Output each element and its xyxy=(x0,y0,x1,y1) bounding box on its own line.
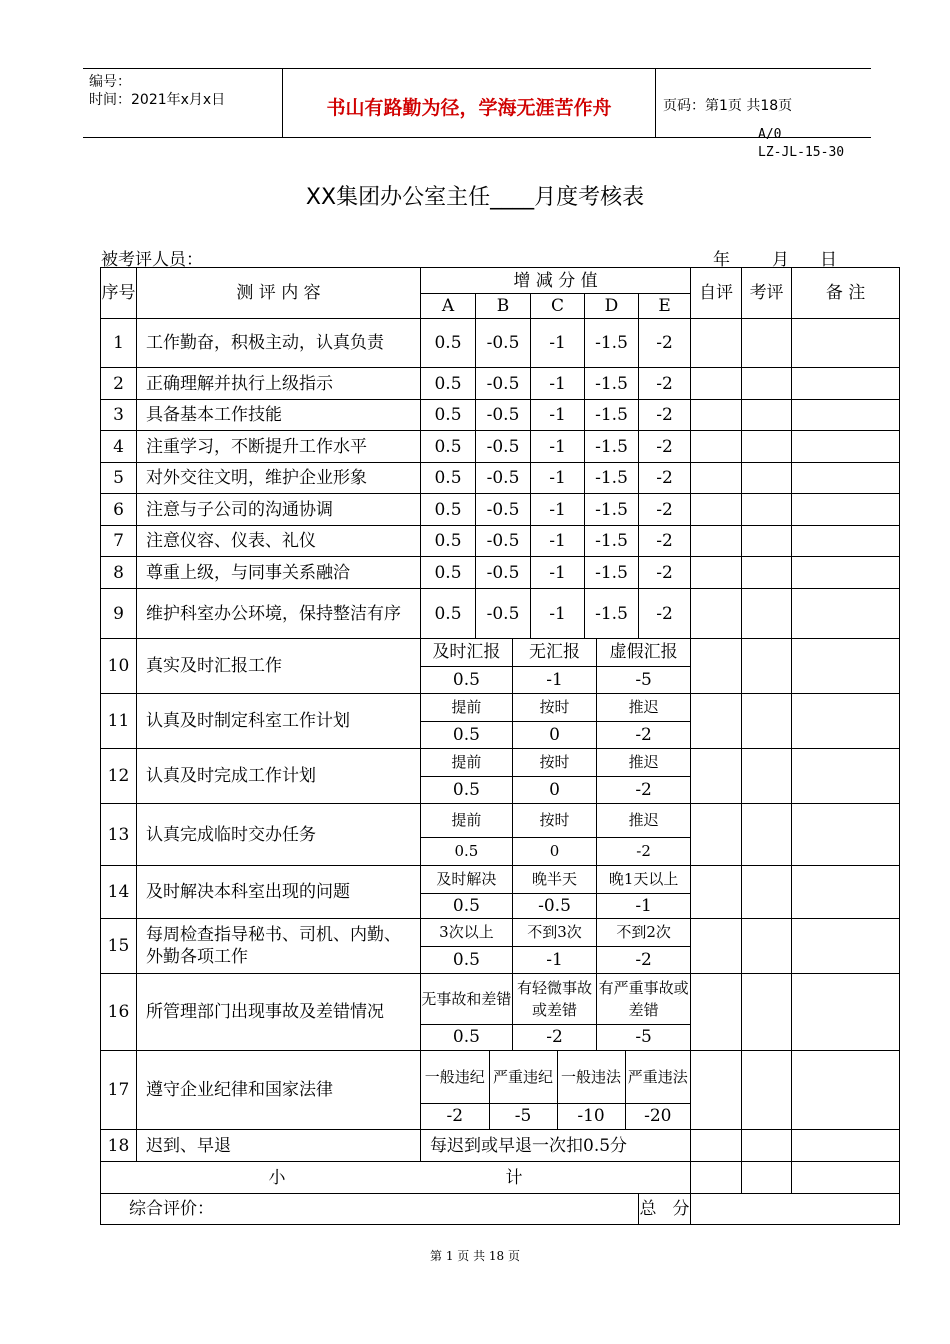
option-value: 0 xyxy=(512,721,596,748)
row-number: 3 xyxy=(101,400,137,431)
option-label: 一般违纪 xyxy=(424,1067,485,1086)
option-value: -5 xyxy=(597,1024,690,1050)
option-value: -1 xyxy=(597,893,690,918)
deduction-rule: 每迟到或早退一次扣0.5分 xyxy=(421,1130,691,1162)
score-options xyxy=(421,804,691,866)
option-label: 推迟 xyxy=(597,694,690,721)
row-number: 6 xyxy=(101,494,137,526)
row-number: 16 xyxy=(101,974,137,1051)
option-label-row xyxy=(421,919,690,946)
review-cell[interactable] xyxy=(742,431,792,463)
score-value: -2 xyxy=(639,589,691,639)
header-divider xyxy=(655,69,656,137)
row-content: 正确理解并执行上级指示 xyxy=(137,368,421,400)
score-options xyxy=(421,919,691,974)
option-label-row xyxy=(421,974,690,1024)
remark-cell[interactable] xyxy=(792,1162,900,1194)
score-value: -1.5 xyxy=(585,589,639,639)
score-value: -0.5 xyxy=(476,557,531,589)
table-row xyxy=(101,694,900,749)
score-value: 0.5 xyxy=(421,557,476,589)
self-eval-cell[interactable] xyxy=(691,463,742,494)
table-row xyxy=(101,974,900,1051)
assessment-table xyxy=(100,267,900,1225)
overall-row xyxy=(101,1194,900,1225)
option-value: -1 xyxy=(512,946,596,973)
total-score-cell[interactable] xyxy=(691,1194,900,1225)
score-value: -1.5 xyxy=(585,368,639,400)
score-value: -0.5 xyxy=(476,368,531,400)
subtotal-label xyxy=(101,1162,691,1194)
option-value: -2 xyxy=(597,946,690,973)
row-content: 迟到、早退 xyxy=(137,1130,421,1162)
score-options xyxy=(421,866,691,919)
score-value: -1.5 xyxy=(585,526,639,557)
table-row xyxy=(101,1130,900,1162)
row-content: 对外交往文明，维护企业形象 xyxy=(137,463,421,494)
score-value: -1.5 xyxy=(585,494,639,526)
score-value: -2 xyxy=(639,557,691,589)
remark-cell[interactable] xyxy=(792,804,900,866)
remark-cell[interactable] xyxy=(792,319,900,368)
self-eval-cell[interactable] xyxy=(691,319,742,368)
total-score-label xyxy=(639,1194,691,1225)
option-value: 0.5 xyxy=(421,837,512,865)
remark-cell[interactable] xyxy=(792,494,900,526)
table-row xyxy=(101,463,900,494)
option-label: 有轻微事故或差错 xyxy=(512,974,596,1024)
grade-header: D xyxy=(585,294,639,319)
option-label: 及时汇报 xyxy=(432,642,501,663)
number-label: 编号： xyxy=(89,74,131,90)
score-options-table xyxy=(421,749,690,803)
subtotal-row xyxy=(101,1162,900,1194)
score-value: -1 xyxy=(531,494,585,526)
remark-cell[interactable] xyxy=(792,639,900,694)
table-row xyxy=(101,639,900,694)
option-value-row xyxy=(421,837,690,865)
remark-cell[interactable] xyxy=(792,866,900,919)
subtotal-label-b: 计 xyxy=(505,1167,523,1188)
total-label-b: 分 xyxy=(672,1199,690,1219)
score-options xyxy=(421,749,691,804)
self-eval-cell[interactable] xyxy=(691,694,742,749)
option-value-row xyxy=(421,893,690,918)
score-options-table xyxy=(421,694,690,748)
content-header: 测 评 内 容 xyxy=(137,268,421,319)
row-content: 认真及时完成工作计划 xyxy=(137,749,421,804)
option-value: 0 xyxy=(512,776,596,803)
self-eval-cell[interactable] xyxy=(691,919,742,974)
row-content: 每周检查指导秘书、司机、内勤、外勤各项工作 xyxy=(137,919,421,974)
option-label-row xyxy=(421,749,690,776)
option-label: 晚1天以上 xyxy=(597,866,690,893)
option-label: 及时解决 xyxy=(436,870,497,889)
table-row xyxy=(101,494,900,526)
score-options-table xyxy=(421,919,690,973)
option-value: -1 xyxy=(512,666,596,693)
grade-header: B xyxy=(476,294,531,319)
option-label: 按时 xyxy=(512,749,596,776)
score-options-table xyxy=(421,804,690,865)
row-content: 注意与子公司的沟通协调 xyxy=(137,494,421,526)
review-cell[interactable] xyxy=(742,974,792,1051)
row-content: 尊重上级，与同事关系融洽 xyxy=(137,557,421,589)
score-value: -0.5 xyxy=(476,400,531,431)
row-number: 13 xyxy=(101,804,137,866)
self-eval-cell[interactable] xyxy=(691,749,742,804)
remark-cell[interactable] xyxy=(792,1051,900,1130)
remark-cell[interactable] xyxy=(792,463,900,494)
table-row xyxy=(101,1051,900,1130)
row-number: 17 xyxy=(101,1051,137,1130)
option-value: -20 xyxy=(625,1103,690,1129)
option-label: 推迟 xyxy=(597,749,690,776)
grade-header: E xyxy=(639,294,691,319)
row-content: 认真及时制定科室工作计划 xyxy=(137,694,421,749)
score-value: -0.5 xyxy=(476,494,531,526)
option-value: -10 xyxy=(557,1103,625,1129)
score-value: 0.5 xyxy=(421,368,476,400)
score-value: -2 xyxy=(639,319,691,368)
option-label: 一般违法 xyxy=(557,1051,625,1103)
total-label-a: 总 xyxy=(639,1199,657,1219)
score-options xyxy=(421,639,691,694)
score-value: -1.5 xyxy=(585,557,639,589)
score-value: -2 xyxy=(639,431,691,463)
seq-header: 序号 xyxy=(101,268,137,319)
review-cell[interactable] xyxy=(742,463,792,494)
score-value: -0.5 xyxy=(476,319,531,368)
grade-header: A xyxy=(421,294,476,319)
review-cell[interactable] xyxy=(742,557,792,589)
score-value: 0.5 xyxy=(421,319,476,368)
score-options-table xyxy=(421,639,690,693)
table-row xyxy=(101,866,900,919)
page-footer: 第 1 页 共 18 页 xyxy=(430,1249,520,1263)
overall-eval-label: 综合评价： xyxy=(101,1194,639,1225)
self-eval-cell[interactable] xyxy=(691,974,742,1051)
row-number: 7 xyxy=(101,526,137,557)
score-value: -1.5 xyxy=(585,463,639,494)
row-content: 维护科室办公环境，保持整洁有序 xyxy=(137,589,421,639)
option-value-row xyxy=(421,1103,690,1129)
option-value-row xyxy=(421,721,690,748)
table-row xyxy=(101,400,900,431)
table-row xyxy=(101,589,900,639)
score-value: -1.5 xyxy=(585,319,639,368)
review-cell[interactable] xyxy=(742,1051,792,1130)
score-value: -1 xyxy=(531,526,585,557)
score-options xyxy=(421,1051,691,1130)
remark-cell[interactable] xyxy=(792,974,900,1051)
score-value: 0.5 xyxy=(421,526,476,557)
version-line: A/0 xyxy=(758,127,782,142)
table-row xyxy=(101,368,900,400)
score-header: 增 减 分 值 xyxy=(421,268,691,294)
date-day: 日 xyxy=(820,250,837,270)
self-eval-cell[interactable] xyxy=(691,494,742,526)
score-value: 0.5 xyxy=(421,431,476,463)
score-value: -0.5 xyxy=(476,463,531,494)
remark-header: 备 注 xyxy=(792,268,900,319)
remark-cell[interactable] xyxy=(792,694,900,749)
row-content: 工作勤奋，积极主动，认真负责 xyxy=(137,319,421,368)
remark-cell[interactable] xyxy=(792,1130,900,1162)
review-cell[interactable] xyxy=(742,319,792,368)
option-label: 虚假汇报 xyxy=(597,639,690,666)
score-value: -1 xyxy=(531,368,585,400)
row-number: 12 xyxy=(101,749,137,804)
table-row xyxy=(101,557,900,589)
option-value: 0.5 xyxy=(421,893,512,918)
row-number: 4 xyxy=(101,431,137,463)
remark-cell[interactable] xyxy=(792,368,900,400)
grade-header: C xyxy=(531,294,585,319)
review-cell[interactable] xyxy=(742,526,792,557)
row-content: 注意仪容、仪表、礼仪 xyxy=(137,526,421,557)
header-row xyxy=(101,268,900,294)
option-value: -5 xyxy=(597,666,690,693)
date-month: 月 xyxy=(772,250,789,270)
option-label: 提前 xyxy=(451,811,482,830)
score-value: -0.5 xyxy=(476,589,531,639)
option-label-row xyxy=(421,639,690,666)
row-content: 认真完成临时交办任务 xyxy=(137,804,421,866)
table-row xyxy=(101,919,900,974)
review-cell[interactable] xyxy=(742,1162,792,1194)
row-number: 11 xyxy=(101,694,137,749)
option-label: 无事故和差错 xyxy=(421,989,512,1008)
version-line: LZ-JL-15-30 xyxy=(758,145,845,160)
self-eval-header: 自评 xyxy=(691,268,742,319)
review-cell[interactable] xyxy=(742,804,792,866)
option-value: -2 xyxy=(512,1024,596,1050)
row-content: 所管理部门出现事故及差错情况 xyxy=(137,974,421,1051)
score-value: 0.5 xyxy=(421,400,476,431)
row-content: 真实及时汇报工作 xyxy=(137,639,421,694)
score-options-table xyxy=(421,974,690,1050)
score-value: -1.5 xyxy=(585,400,639,431)
row-content: 注重学习，不断提升工作水平 xyxy=(137,431,421,463)
option-value: 0.5 xyxy=(421,666,512,693)
score-value: -1 xyxy=(531,431,585,463)
self-eval-cell[interactable] xyxy=(691,866,742,919)
date-year: 年 xyxy=(713,250,730,270)
header-motto: 书山有路勤为径，学海无涯苦作舟 xyxy=(326,97,612,119)
option-label: 提前 xyxy=(451,698,482,717)
table-row xyxy=(101,431,900,463)
self-eval-cell[interactable] xyxy=(691,1130,742,1162)
score-value: -1 xyxy=(531,589,585,639)
score-options xyxy=(421,974,691,1051)
option-label: 不到2次 xyxy=(597,919,690,946)
score-value: -1.5 xyxy=(585,431,639,463)
review-cell[interactable] xyxy=(742,494,792,526)
score-options-table xyxy=(421,1051,690,1129)
subtotal-label-a: 小 xyxy=(268,1167,286,1188)
table-row xyxy=(101,526,900,557)
option-value-row xyxy=(421,666,690,693)
score-value: 0.5 xyxy=(421,494,476,526)
score-value: 0.5 xyxy=(421,463,476,494)
option-label: 无汇报 xyxy=(512,639,596,666)
review-cell[interactable] xyxy=(742,866,792,919)
score-value: -2 xyxy=(639,368,691,400)
self-eval-cell[interactable] xyxy=(691,804,742,866)
score-value: -2 xyxy=(639,494,691,526)
option-label: 不到3次 xyxy=(512,919,596,946)
score-value: -1 xyxy=(531,319,585,368)
version-code xyxy=(758,126,844,162)
self-eval-cell[interactable] xyxy=(691,400,742,431)
review-cell[interactable] xyxy=(742,694,792,749)
option-value: 0.5 xyxy=(421,721,512,748)
header-meta xyxy=(89,73,225,109)
option-label: 有严重事故或差错 xyxy=(597,974,690,1024)
review-cell[interactable] xyxy=(742,749,792,804)
score-value: -1 xyxy=(531,400,585,431)
option-value: -5 xyxy=(489,1103,557,1129)
option-label-row xyxy=(421,694,690,721)
option-label-row xyxy=(421,1051,690,1103)
table-row xyxy=(101,749,900,804)
page-header xyxy=(83,68,871,138)
review-header: 考评 xyxy=(742,268,792,319)
review-cell[interactable] xyxy=(742,1130,792,1162)
row-number: 8 xyxy=(101,557,137,589)
option-label: 严重违纪 xyxy=(489,1051,557,1103)
option-label: 按时 xyxy=(512,694,596,721)
review-cell[interactable] xyxy=(742,589,792,639)
remark-cell[interactable] xyxy=(792,589,900,639)
option-label: 晚半天 xyxy=(512,866,596,893)
option-label: 按时 xyxy=(512,804,596,837)
option-label: 提前 xyxy=(451,753,482,772)
self-eval-cell[interactable] xyxy=(691,1051,742,1130)
option-value: 0.5 xyxy=(421,776,512,803)
option-value: 0 xyxy=(512,837,596,865)
option-value: 0.5 xyxy=(421,1024,512,1050)
score-value: -0.5 xyxy=(476,431,531,463)
self-eval-cell[interactable] xyxy=(691,368,742,400)
self-eval-cell[interactable] xyxy=(691,557,742,589)
option-value-row xyxy=(421,776,690,803)
row-number: 10 xyxy=(101,639,137,694)
score-value: -0.5 xyxy=(476,526,531,557)
table-row xyxy=(101,319,900,368)
option-label: 3次以上 xyxy=(439,923,494,942)
score-value: -1 xyxy=(531,557,585,589)
header-page-info: 页码：第1页 共18页 xyxy=(663,98,793,114)
remark-cell[interactable] xyxy=(792,431,900,463)
remark-cell[interactable] xyxy=(792,919,900,974)
option-value: -2 xyxy=(597,837,690,865)
option-label: 推迟 xyxy=(597,804,690,837)
review-cell[interactable] xyxy=(742,400,792,431)
review-cell[interactable] xyxy=(742,919,792,974)
row-content: 具备基本工作技能 xyxy=(137,400,421,431)
score-value: 0.5 xyxy=(421,589,476,639)
row-number: 14 xyxy=(101,866,137,919)
score-value: -2 xyxy=(639,463,691,494)
remark-cell[interactable] xyxy=(792,400,900,431)
remark-cell[interactable] xyxy=(792,749,900,804)
self-eval-cell[interactable] xyxy=(691,431,742,463)
row-content: 及时解决本科室出现的问题 xyxy=(137,866,421,919)
score-value: -2 xyxy=(639,526,691,557)
self-eval-cell[interactable] xyxy=(691,639,742,694)
option-value: -0.5 xyxy=(512,893,596,918)
self-eval-cell[interactable] xyxy=(691,589,742,639)
review-cell[interactable] xyxy=(742,368,792,400)
row-number: 5 xyxy=(101,463,137,494)
form-title: XX集团办公室主任____月度考核表 xyxy=(305,185,645,210)
row-number: 15 xyxy=(101,919,137,974)
option-label-row xyxy=(421,804,690,837)
option-value: -2 xyxy=(421,1103,489,1129)
score-value: -2 xyxy=(639,400,691,431)
option-value-row xyxy=(421,946,690,973)
self-eval-cell[interactable] xyxy=(691,526,742,557)
row-number: 2 xyxy=(101,368,137,400)
score-options xyxy=(421,694,691,749)
row-content: 遵守企业纪律和国家法律 xyxy=(137,1051,421,1130)
table-row xyxy=(101,804,900,866)
time-label: 时间：2021年x月x日 xyxy=(89,92,226,108)
remark-cell[interactable] xyxy=(792,526,900,557)
self-eval-cell[interactable] xyxy=(691,1162,742,1194)
option-value-row xyxy=(421,1024,690,1050)
row-number: 9 xyxy=(101,589,137,639)
option-label-row xyxy=(421,866,690,893)
score-options-table xyxy=(421,866,690,918)
score-value: -1 xyxy=(531,463,585,494)
review-cell[interactable] xyxy=(742,639,792,694)
option-value: 0.5 xyxy=(421,946,512,973)
reviewee-label: 被考评人员： xyxy=(101,250,203,270)
row-number: 1 xyxy=(101,319,137,368)
remark-cell[interactable] xyxy=(792,557,900,589)
option-value: -2 xyxy=(597,721,690,748)
option-label: 严重违法 xyxy=(625,1051,690,1103)
row-number: 18 xyxy=(101,1130,137,1162)
option-value: -2 xyxy=(597,776,690,803)
